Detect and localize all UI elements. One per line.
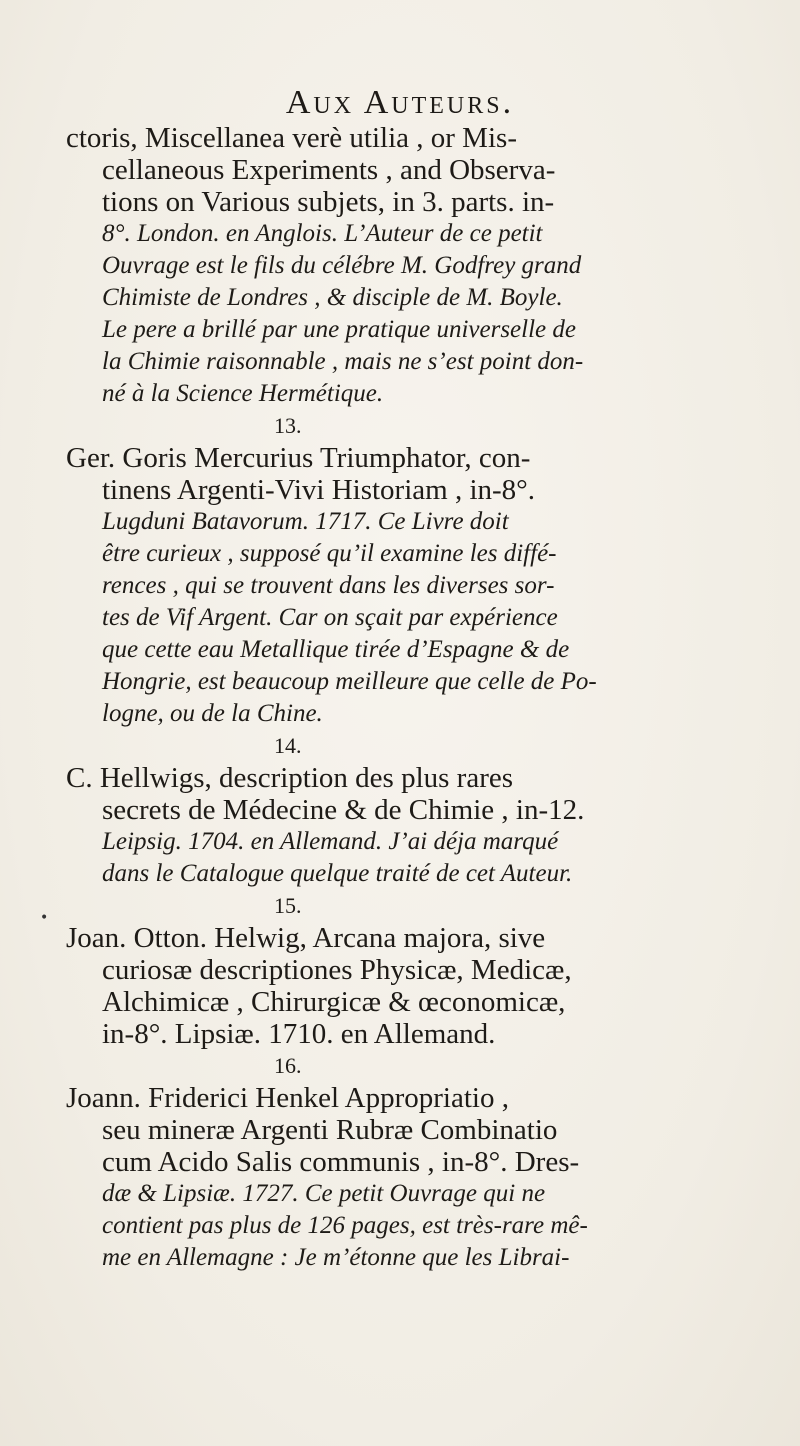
text-line: Hongrie, est beaucoup meilleure que celle de Po- xyxy=(102,668,597,695)
text-line: Chimiste de Londres , & disciple de M. Boyle. xyxy=(102,284,563,311)
text-line: la Chimie raisonnable , mais ne s’est point don- xyxy=(102,348,584,375)
text-line: Leipsig. 1704. en Allemand. J’ai déja marqué xyxy=(102,828,559,855)
entry-number: 14. xyxy=(274,733,302,758)
text-line: contient pas plus de 126 pages, est très-rare mê- xyxy=(102,1212,588,1239)
text-line: dæ & Lipsiæ. 1727. Ce petit Ouvrage qui ne xyxy=(102,1180,546,1207)
text-line: cellaneous Experiments , and Observa- xyxy=(102,154,556,186)
text-line: être curieux , supposé qu’il examine les diffé- xyxy=(102,540,557,567)
entry-number: 13. xyxy=(274,413,302,438)
text-line: curiosæ descriptiones Physicæ, Medicæ, xyxy=(102,954,572,986)
text-line: rences , qui se trouvent dans les diverses sor- xyxy=(102,572,555,599)
text-line: tinens Argenti-Vivi Historiam , in-8°. xyxy=(102,474,536,506)
text-line: 8°. London. en Anglois. L’Auteur de ce petit xyxy=(102,220,543,247)
text-line: cum Acido Salis communis , in-8°. Dres- xyxy=(102,1146,580,1178)
text-line: dans le Catalogue quelque traité de cet Auteur. xyxy=(102,860,573,887)
text-line: in-8°. Lipsiæ. 1710. en Allemand. xyxy=(102,1018,496,1050)
text-line: Le pere a brillé par une pratique universelle de xyxy=(102,316,576,343)
text-line: logne, ou de la Chine. xyxy=(102,700,323,727)
text-line: Ger. Goris Mercurius Triumphator, con- xyxy=(66,442,531,474)
text-line: Joan. Otton. Helwig, Arcana majora, sive xyxy=(66,922,546,954)
text-line: Ouvrage est le fils du célébre M. Godfrey grand xyxy=(102,252,582,279)
text-line: tes de Vif Argent. Car on sçait par expérience xyxy=(102,604,558,631)
entry-number: 16. xyxy=(274,1053,302,1078)
text-line: Joann. Friderici Henkel Appropriatio , xyxy=(66,1082,509,1114)
text-line: secrets de Médecine & de Chimie , in-12. xyxy=(102,794,585,826)
margin-mark: • xyxy=(40,910,49,926)
page-body xyxy=(66,122,766,1274)
text-line: né à la Science Hermétique. xyxy=(102,380,384,407)
entry-number: 15. xyxy=(274,893,302,918)
text-line: Alchimicæ , Chirurgicæ & œconomicæ, xyxy=(102,986,566,1018)
text-line: seu mineræ Argenti Rubræ Combinatio xyxy=(102,1114,558,1146)
text-line: ctoris, Miscellanea verè utilia , or Mis- xyxy=(66,122,517,154)
text-line: me en Allemagne : Je m’étonne que les Librai- xyxy=(102,1244,570,1271)
text-line: Lugduni Batavorum. 1717. Ce Livre doit xyxy=(102,508,509,535)
running-header: Aux Auteurs. xyxy=(285,84,515,121)
text-line: C. Hellwigs, description des plus rares xyxy=(66,762,514,794)
text-line: que cette eau Metallique tirée d’Espagne & de xyxy=(102,636,570,663)
text-line: tions on Various subjets, in 3. parts. in- xyxy=(102,186,555,218)
